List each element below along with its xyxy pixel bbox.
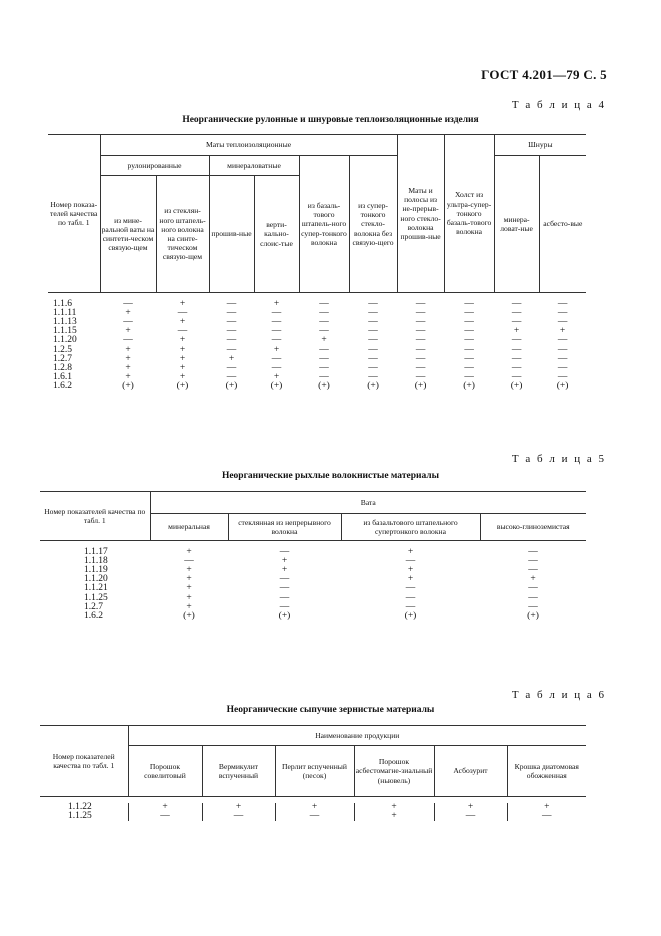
- table4-group-rolled: рулонированные: [100, 156, 209, 176]
- table4-col-7: Маты и полосы из не-прерыв-ного стекло-волокна прошив-ные: [397, 135, 444, 293]
- table-row: 1.1.22 + + + + + +: [40, 803, 586, 812]
- table5-number: Т а б л и ц а 5: [511, 453, 606, 465]
- table-row: 1.1.19 + + + —: [84, 564, 538, 575]
- table6-body: [40, 803, 586, 821]
- table-row: 1.1.13 — + — — — — — — — —: [53, 316, 568, 327]
- table5-col-1: минеральная: [150, 514, 228, 541]
- table4: [48, 134, 586, 392]
- table4-group-cords: Шнуры: [494, 135, 586, 156]
- table6-col-4: Порошок асбестомагне-зиальный (ньювель): [354, 746, 434, 797]
- table4-col-6: из супер-тонкого стекло-волокна без связую-щего: [349, 156, 397, 293]
- table5-row-header: Номер показателей качества по табл. 1: [40, 492, 150, 541]
- table4-col-4: верти-кально-слоис-тые: [254, 176, 299, 293]
- table5-col-4: высоко-глиноземистая: [480, 514, 586, 541]
- table6-col-6: Крошка диатомовая обожженная: [507, 746, 586, 797]
- table6-group-products: Наименование продукции: [128, 726, 586, 746]
- table4-group-mats: Маты теплоизоляционные: [100, 135, 397, 156]
- table-row: 1.1.6 — + — + — — — — — —: [53, 298, 568, 309]
- table5: [40, 491, 586, 621]
- table-row: 1.6.2 (+) (+) (+) (+) (+) (+) (+) (+) (+) (+): [53, 381, 569, 392]
- table5-group-wool: Вата: [150, 492, 586, 514]
- table4-group-mineral: минераловатные: [209, 156, 299, 176]
- table4-title: Неорганические рулонные и шнуровые теплоизоляционные изделия: [182, 115, 479, 125]
- table6-number: Т а б л и ц а 6: [511, 689, 606, 701]
- table-row: 1.6.1 + + — + — — — — — —: [53, 372, 568, 383]
- table5-title: Неорганические рыхлые волокнистые материалы: [221, 471, 440, 481]
- table-row: 1.2.7 + + + — — — — — — —: [53, 353, 568, 364]
- table-row: 1.1.15 + — — — — — — — + +: [53, 326, 566, 337]
- table-row: 1.1.20 + — + +: [84, 574, 536, 585]
- table5-body: [40, 548, 586, 622]
- table4-col-1: из мине-ральной ваты на синтети-ческом связую-щем: [100, 176, 156, 293]
- table6-title: Неорганические сыпучие зернистые материалы: [226, 705, 435, 715]
- table4-col-5: из базаль-тового штапель-ного супер-тонкого волокна: [299, 156, 349, 293]
- table6: [40, 725, 586, 821]
- table-row: 1.1.20 — + — — + — — — — —: [53, 335, 568, 346]
- table-row: 1.1.11 + — — — — — — — — —: [53, 307, 568, 318]
- table4-col-10: асбесто-вые: [539, 156, 586, 293]
- table6-col-2: Вермикулит вспученный: [202, 746, 275, 797]
- table4-col-3: прошив-ные: [209, 176, 254, 293]
- table4-row-header: Номер показа-телей качества по табл. 1: [48, 135, 100, 293]
- table-row: 1.2.7 + — — —: [84, 601, 538, 612]
- table5-col-2: стеклянная из непрерывного волокна: [228, 514, 341, 541]
- table6-col-1: Порошок совелитовый: [128, 746, 202, 797]
- table-row: 1.6.2 (+) (+) (+) (+): [84, 610, 539, 621]
- table-row: 1.1.17 + — + —: [84, 546, 538, 557]
- table6-col-5: Асбозурит: [434, 746, 507, 797]
- page-header: ГОСТ 4.201—79 С. 5: [481, 67, 607, 82]
- table-row: 1.1.21 + — — —: [84, 583, 538, 594]
- table4-col-9: минера-ловат-ные: [494, 156, 539, 293]
- table-row: 1.2.8 + + — — — — — — — —: [53, 362, 568, 373]
- table4-col-2: из стеклян-ного штапель-ного волокна на синте-тическом связую-щем: [156, 176, 209, 293]
- table5-col-3: из базальтового штапельного супертонкого волокна: [341, 514, 480, 541]
- table-row: 1.1.18 — + — —: [84, 555, 538, 566]
- table4-number: Т а б л и ц а 4: [511, 99, 606, 111]
- table6-row-header: Номер показателей качества по табл. 1: [40, 726, 128, 797]
- table4-body: [48, 300, 586, 392]
- table-row: 1.1.25 — — — + — —: [40, 812, 586, 821]
- table6-col-3: Перлит вспученный (песок): [275, 746, 354, 797]
- table-row: 1.2.5 + + — + — — — — — —: [53, 344, 568, 355]
- table4-col-8: Холст из ультра-супер-тонкого базаль-тового волокна: [444, 135, 494, 293]
- table-row: 1.1.25 + — — —: [84, 592, 538, 603]
